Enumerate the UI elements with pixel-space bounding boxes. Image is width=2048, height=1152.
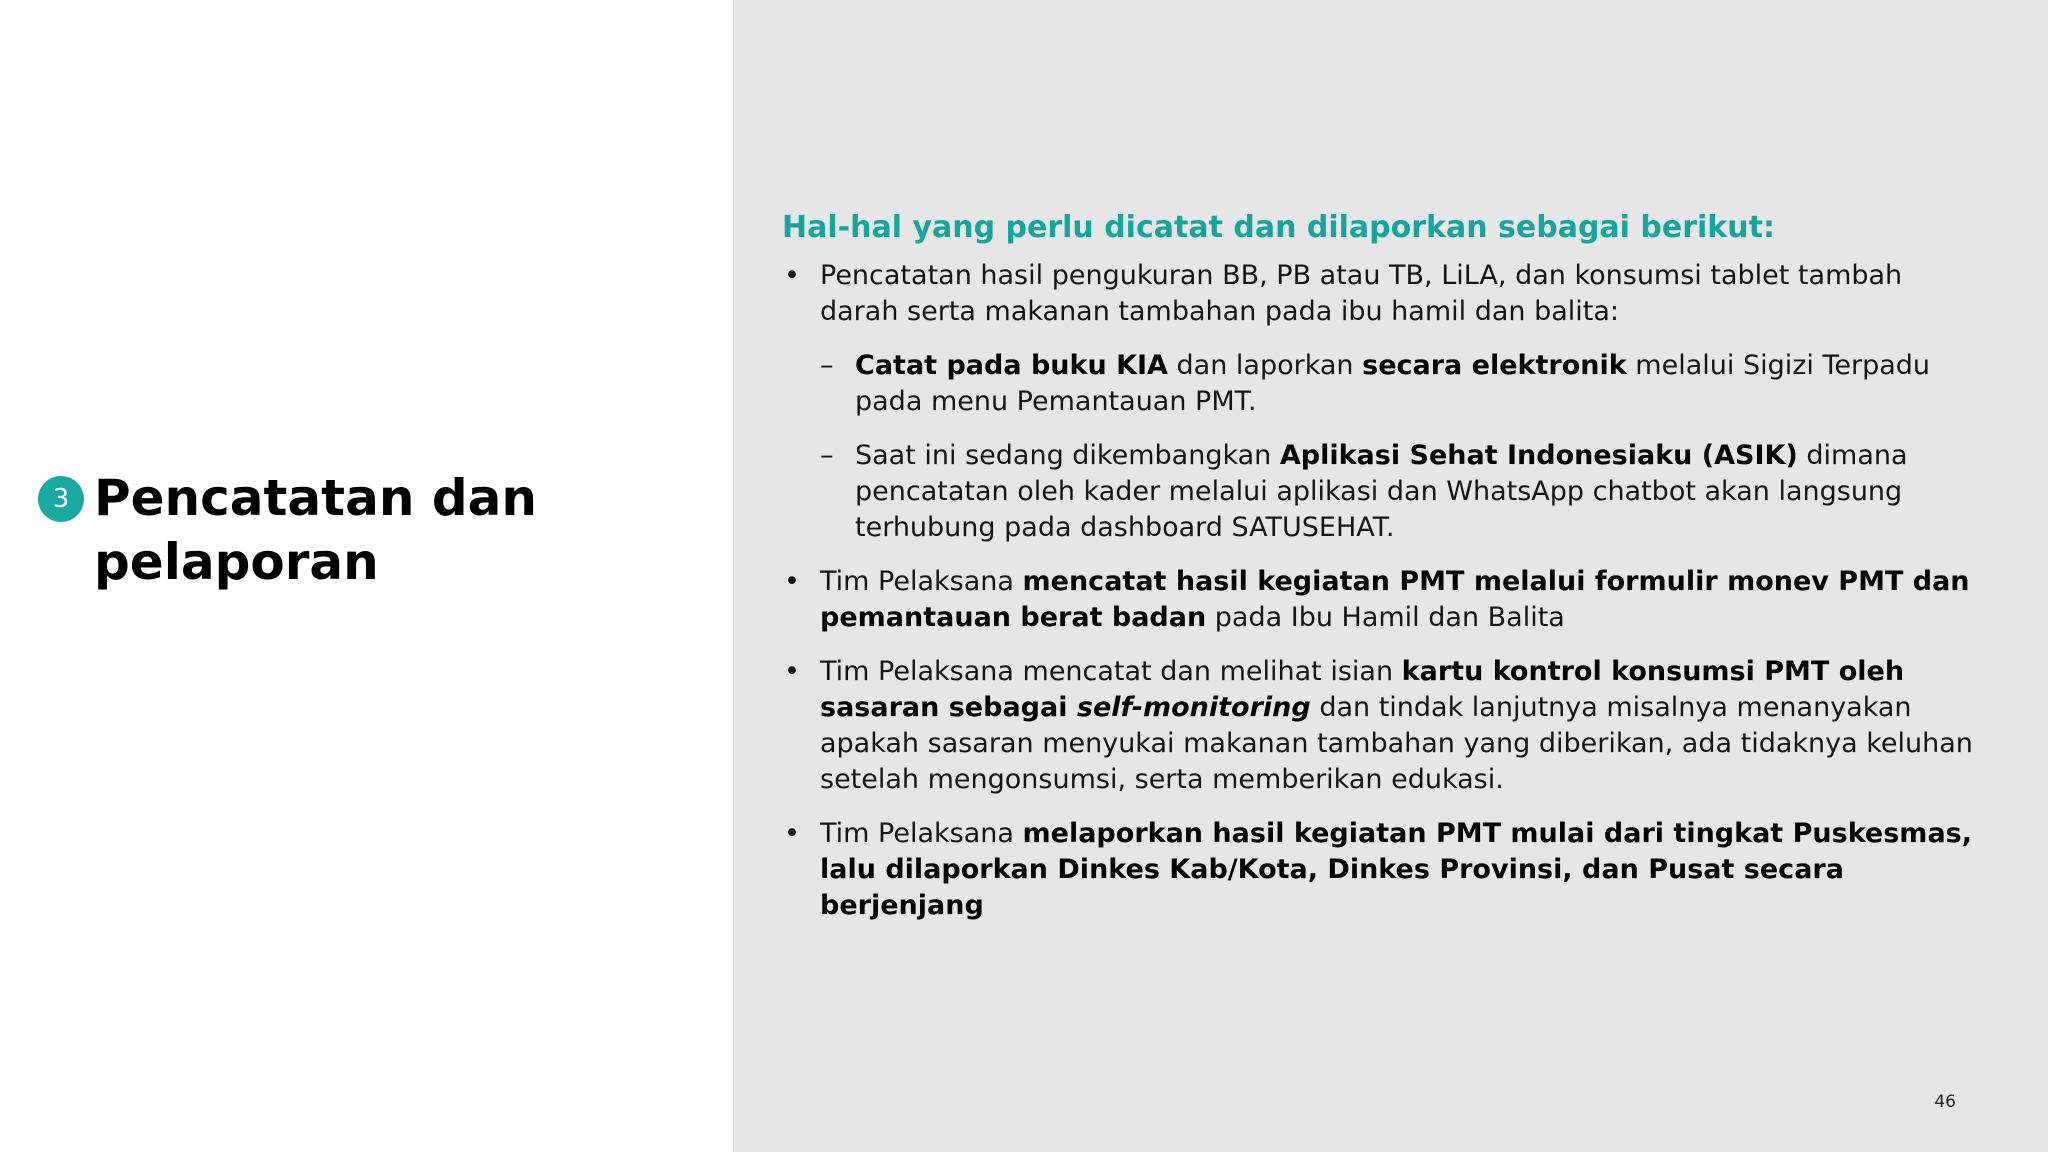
list-item — [782, 564, 1982, 636]
dash-icon: – — [820, 350, 834, 381]
bold-italic-text: self-monitoring — [1076, 692, 1311, 723]
section-title-line-1: Pencatatan dan — [94, 469, 537, 527]
text-segment: dan laporkan — [1167, 350, 1363, 381]
section-number-badge: 3 — [38, 476, 84, 522]
content-list — [782, 206, 1982, 942]
page-number: 46 — [1934, 1092, 1956, 1112]
text-segment: Tim Pelaksana — [820, 566, 1023, 597]
section-heading — [38, 466, 654, 594]
item-text: Pencatatan hasil pengukuran BB, PB atau TB, LiLA, dan konsumsi tablet tambah darah serta makanan tambahan pada ibu hamil dan balita: — [820, 260, 1903, 327]
bullet-icon: • — [784, 656, 800, 687]
text-segment: melalui Sigizi Terpadu pada menu Pemantauan PMT. — [855, 350, 1931, 417]
bold-text: mencatat hasil kegiatan PMT melalui formulir monev PMT dan pemantauan berat badan — [820, 566, 1970, 633]
content-heading: Hal-hal yang perlu dicatat dan dilaporkan sebagai berikut: — [782, 210, 1775, 245]
bullet-icon: • — [784, 818, 800, 849]
bold-text: kartu kontrol konsumsi PMT oleh sasaran sebagai — [820, 656, 1905, 723]
dash-icon: – — [820, 440, 834, 471]
text-segment: Saat ini sedang dikembangkan — [855, 440, 1280, 471]
text-segment: dan tindak lanjutnya misalnya menanyakan apakah sasaran menyukai makanan tambahan yang diberikan, ada tidaknya keluhan setelah mengonsumsi, serta memberikan edukasi. — [820, 692, 1973, 795]
bold-text: Aplikasi Sehat Indonesiaku (ASIK) — [1279, 440, 1798, 471]
bullet-icon: • — [784, 566, 800, 597]
text-segment: dimana pencatatan oleh kader melalui aplikasi dan WhatsApp chatbot akan langsung terhubung pada dashboard SATUSEHAT. — [855, 440, 1908, 543]
bold-text: Catat pada buku KIA — [855, 350, 1168, 381]
section-title-line-2: pelaporan — [94, 533, 379, 591]
list-item — [782, 654, 1982, 798]
bold-text: melaporkan hasil kegiatan PMT mulai dari tingkat Puskesmas, lalu dilaporkan Dinkes Kab/Kota, Dinkes Provinsi, dan Pusat secara berjenjang — [820, 818, 1972, 921]
text-segment: Tim Pelaksana — [820, 818, 1023, 849]
bullet-icon: • — [784, 260, 800, 291]
list-item — [782, 258, 1982, 546]
sub-list-item — [820, 438, 1982, 546]
sub-list-item — [820, 348, 1982, 420]
text-segment: Tim Pelaksana mencatat dan melihat isian — [820, 656, 1402, 687]
list-item — [782, 816, 1982, 924]
sub-list — [820, 348, 1982, 546]
bold-text: secara elektronik — [1362, 350, 1627, 381]
left-panel — [0, 0, 733, 1152]
text-segment: pada Ibu Hamil dan Balita — [1206, 602, 1565, 633]
section-title — [94, 466, 654, 594]
